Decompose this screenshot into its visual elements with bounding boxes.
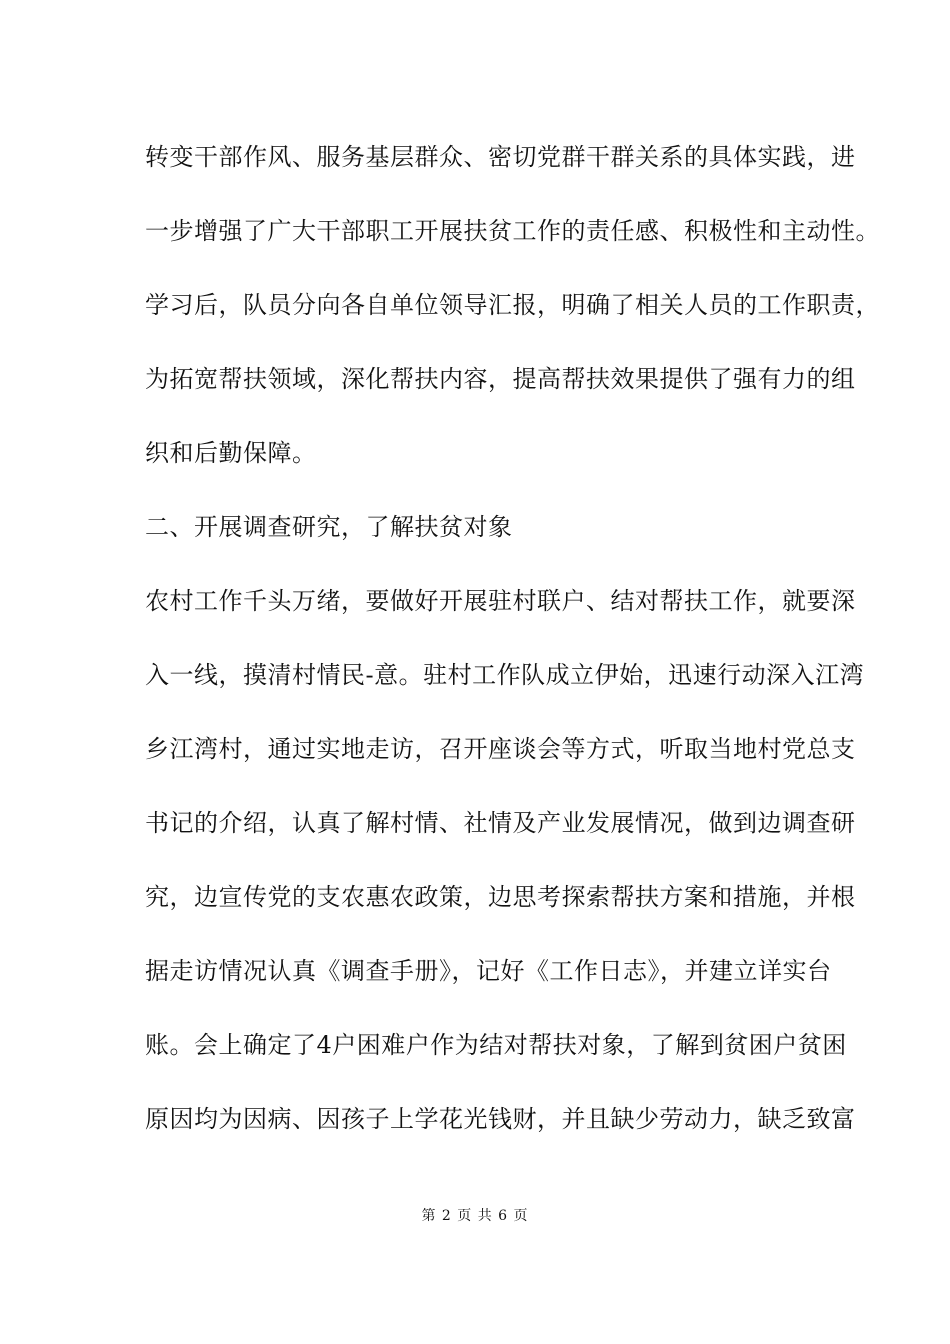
- text-line: 账。会上确定了4户困难户作为结对帮扶对象，了解到贫困户贫困: [145, 1031, 847, 1059]
- text-line: 原因均为因病、因孩子上学花光钱财，并且缺少劳动力，缺乏致富: [145, 1105, 856, 1133]
- text-line: 乡江湾村，通过实地走访，召开座谈会等方式，听取当地村党总支: [145, 735, 856, 763]
- text-line: 书记的介绍，认真了解村情、社情及产业发展情况，做到边调查研: [145, 809, 856, 837]
- text-line: 为拓宽帮扶领域，深化帮扶内容，提高帮扶效果提供了强有力的组: [145, 365, 856, 393]
- text-line: 农村工作千头万绪，要做好开展驻村联户、结对帮扶工作，就要深: [145, 587, 856, 615]
- text-line: 织和后勤保障。: [145, 439, 317, 467]
- text-line: 转变干部作风、服务基层群众、密切党群干群关系的具体实践，进: [145, 143, 856, 171]
- text-line: 一步增强了广大干部职工开展扶贫工作的责任感、积极性和主动性。: [145, 217, 880, 245]
- text-line: 入一线，摸清村情民-意。驻村工作队成立伊始，迅速行动深入江湾: [145, 661, 865, 689]
- text-line: 学习后，队员分向各自单位领导汇报，明确了相关人员的工作职责，: [145, 291, 880, 319]
- section-heading: 二、开展调查研究，了解扶贫对象: [145, 513, 513, 541]
- page-number: 第 2 页 共 6 页: [421, 1208, 529, 1224]
- text-line: 究，边宣传党的支农惠农政策，边思考探索帮扶方案和措施，并根: [145, 883, 856, 911]
- text-line: 据走访情况认真《调查手册》，记好《工作日志》，并建立详实台: [145, 957, 832, 985]
